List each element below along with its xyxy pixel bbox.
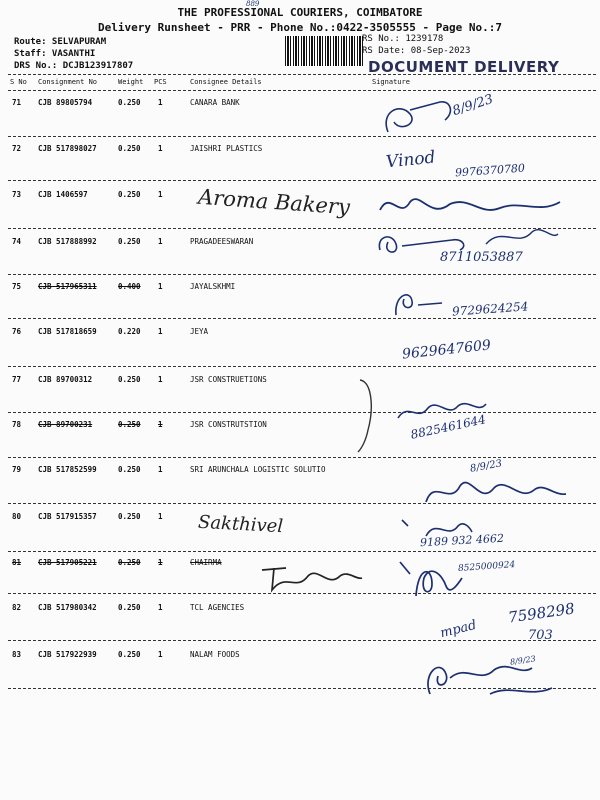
row-consignee: NALAM FOODS [190,650,240,659]
staff-label: Staff: VASANTHI [14,49,96,59]
row-pcs: 1 [158,327,163,336]
row-consignment: CJB 517915357 [38,512,97,521]
drs-number: DRS No.: DCJB123917807 [14,61,134,71]
signature-78 [392,398,492,424]
signature-75 [388,285,448,319]
row-divider [8,180,596,181]
row-consignee: JSR CONSTRUETIONS [190,375,267,384]
row-consignee: CHAIRMA [190,558,222,567]
row-sno: 71 [12,98,22,107]
signature-80 [396,512,476,542]
row-consignment: CJB 89700231 [38,420,93,429]
row-consignee: JEYA [190,327,209,336]
row-consignee: TCL AGENCIES [190,603,245,612]
row-divider [8,457,596,458]
row-sno: 78 [12,420,22,429]
handwritten-note-82: mpad [438,617,479,642]
row-pcs: 1 [158,512,163,521]
row-consignment: CJB 517905221 [38,558,97,567]
row-pcs: 1 [158,144,163,153]
row-weight: 0.400 [118,282,141,291]
row-weight: 0.250 [118,190,141,199]
rs-number: RS No.: 1239178 [362,34,444,44]
row-consignment: CJB 1406597 [38,190,88,199]
barcode [285,36,363,66]
row-weight: 0.250 [118,650,141,659]
col-consignment: Consignment No [38,78,98,86]
row-weight: 0.250 [118,603,141,612]
handwritten-phone-82: 7598298 [507,599,576,627]
handwritten-phone-75: 9729624254 [451,299,529,319]
handwritten-consignee-73: Aroma Bakery [197,184,351,220]
row-weight: 0.250 [118,558,141,567]
signature-74b [482,222,562,252]
row-consignee: JSR CONSTRUTSTION [190,420,267,429]
row-sno: 83 [12,650,22,659]
row-pcs: 1 [158,420,163,429]
row-sno: 75 [12,282,22,291]
bracket-mark [356,378,386,458]
row-weight: 0.250 [118,375,141,384]
handwritten-phone-72: 9976370780 [454,161,526,180]
top-handwritten-note: 889 [246,0,260,8]
row-consignment: CJB 517818659 [38,327,97,336]
row-sno: 77 [12,375,22,384]
row-pcs: 1 [158,603,163,612]
company-title: THE PROFESSIONAL COURIERS, COIMBATORE [177,6,423,19]
row-divider [8,412,596,413]
row-weight: 0.250 [118,512,141,521]
row-weight: 0.250 [118,144,141,153]
runsheet-subtitle: Delivery Runsheet - PRR - Phone No.:0422-3505555 - Page No.:7 [98,21,502,34]
col-sno: S No [10,78,27,86]
signature-71 [370,92,490,142]
header-bottom-rule [8,90,596,91]
row-sno: 76 [12,327,22,336]
handwritten-phone-end-82: 703 [528,628,553,643]
signature-79 [420,472,570,512]
signature-74 [372,226,482,258]
row-sno: 73 [12,190,22,199]
row-weight: 0.250 [118,98,141,107]
row-consignment: CJB 517888992 [38,237,97,246]
rs-date: RS Date: 08-Sep-2023 [362,46,471,56]
row-consignee: PRAGADEESWARAN [190,237,254,246]
col-weight: Weight [118,78,144,86]
col-consignee: Consignee Details [190,78,262,86]
col-signature: Signature [372,78,410,86]
signature-81 [396,556,466,600]
row-pcs: 1 [158,190,163,199]
row-divider [8,318,596,319]
handwritten-date-71: 8/9/23 [450,91,496,120]
row-consignment: CJB 89805794 [38,98,93,107]
header-top-rule [8,74,596,75]
row-pcs: 1 [158,237,163,246]
row-sno: 80 [12,512,22,521]
row-pcs: 1 [158,282,163,291]
row-consignee: SRI ARUNCHALA LOGISTIC SOLUTIO [190,465,326,474]
row-divider [8,366,596,367]
row-divider [8,136,596,137]
row-weight: 0.250 [118,465,141,474]
row-consignment: CJB 517922939 [38,650,97,659]
row-consignee: CANARA BANK [190,98,240,107]
document-delivery-stamp: DOCUMENT DELIVERY [368,58,560,76]
row-consignee: JAISHRI PLASTICS [190,144,263,153]
handwritten-date-83: 8/9/23 [509,654,537,667]
row-consignment: CJB 517898027 [38,144,97,153]
row-consignment: CJB 517980342 [38,603,97,612]
row-sno: 74 [12,237,22,246]
handwritten-phone-74: 8711053887 [440,250,523,265]
row-consignment: CJB 517965311 [38,282,97,291]
row-divider [8,640,596,641]
row-pcs: 1 [158,650,163,659]
handwritten-consignee-80: Sakthivel [197,511,284,538]
row-weight: 0.250 [118,237,141,246]
row-sno: 81 [12,558,22,567]
row-pcs: 1 [158,558,163,567]
handwritten-phone-78: 8825461644 [409,412,487,442]
row-divider [8,551,596,552]
row-pcs: 1 [158,375,163,384]
route-label: Route: SELVAPURAM [14,37,107,47]
row-sno: 82 [12,603,22,612]
handwritten-phone-76: 9629647609 [401,337,492,363]
handwritten-phone-81: 9189 932 4662 [419,531,505,550]
row-consignee: JAYALSKHMI [190,282,236,291]
row-sno: 79 [12,465,22,474]
col-pcs: PCS [154,78,167,86]
row-weight: 0.220 [118,327,141,336]
row-pcs: 1 [158,98,163,107]
handwritten-date-79: 8/9/23 [469,458,503,475]
handwritten-name-72: Vinod [385,147,437,173]
row-consignment: CJB 89700312 [38,375,93,384]
row-weight: 0.250 [118,420,141,429]
row-sno: 72 [12,144,22,153]
row-divider [8,274,596,275]
signature-83 [420,654,560,700]
row-consignment: CJB 517852599 [38,465,97,474]
signature-81-consignee [256,562,366,596]
row-pcs: 1 [158,465,163,474]
handwritten-phone2-81: 8525000924 [457,560,516,574]
